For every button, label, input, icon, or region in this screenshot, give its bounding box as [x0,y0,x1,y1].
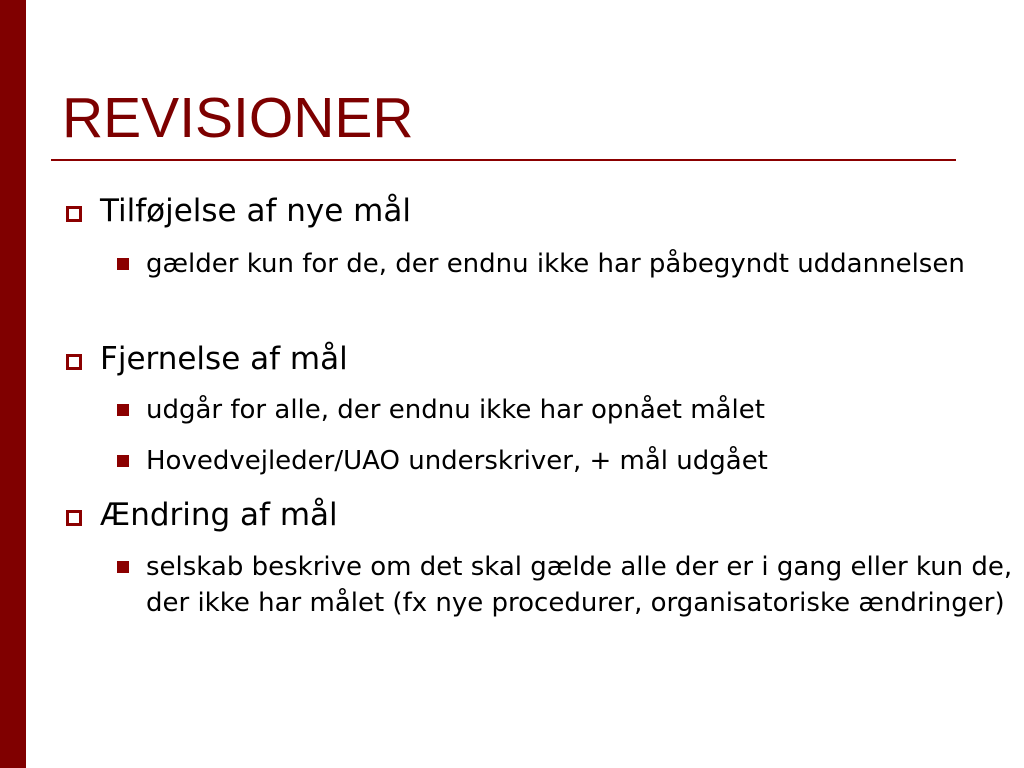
filled-square-bullet-icon [117,258,129,270]
section-heading-add: Tilføjelse af nye mål [100,193,411,229]
hollow-square-bullet-icon [66,510,82,526]
slide-title: REVISIONER [62,86,414,150]
hollow-square-bullet-icon [66,354,82,370]
list-item: udgår for alle, der endnu ikke har opnået målet [146,395,765,425]
section-heading-remove: Fjernelse af mål [100,341,348,377]
list-item: Hovedvejleder/UAO underskriver, + mål udgået [146,446,768,476]
hollow-square-bullet-icon [66,206,82,222]
list-item: selskab beskrive om det skal gælde alle der er i gang eller kun de, der ikke har målet (fx nye procedurer, organisatoriske ændringer) [146,552,1013,618]
section-heading-change: Ændring af mål [100,497,338,533]
filled-square-bullet-icon [117,404,129,416]
filled-square-bullet-icon [117,455,129,467]
filled-square-bullet-icon [117,561,129,573]
list-item: gælder kun for de, der endnu ikke har påbegyndt uddannelsen [146,249,965,279]
